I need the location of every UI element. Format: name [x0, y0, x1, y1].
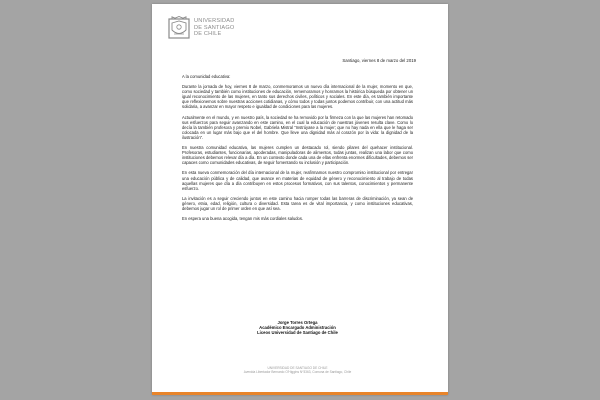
letter-body [182, 74, 413, 226]
university-name [194, 18, 234, 37]
letter-paragraph: Durante la jornada de hoy, viernes 8 de marzo, conmemoramos un nuevo día internacional de la mujer, momento en que, como sociedad y también como instituciones de educación, rememoramos y honramos la histórica búsqueda por obtener un igual reconocimiento de las mujeres, en tanto sus derechos civiles, políticos y sociales. En este día, es también importante que reflexionemos sobre nuestras acciones cotidianas, y cómo todos y todas juntos podemos contribuir, con una actitud más solidaria, a avanzar en mayor respeto e igualdad de condiciones para las mujeres. [182, 84, 413, 110]
logo-line-2: DE SANTIAGO [194, 24, 235, 31]
logo-line-3: DE CHILE [194, 31, 222, 38]
signature-title: Académico Encargado Administración [259, 325, 336, 331]
university-crest-icon [168, 16, 190, 40]
letter-paragraph: La invitación es a seguir creciendo juntos en este camino hacia romper todas las barreras de discriminación, ya sean de género, etnia, edad, religión, cultura o diversidad. Esta tarea es de vital importancia, y como instituciones educativas, debemos jugar un rol de primer orden en que así sea. [182, 195, 413, 211]
letter-paragraph: Actualmente en el mundo, y en nuestro país, la sociedad se ha removido por la firmeza con la que las mujeres han retomado sus esfuerzos para seguir avanzando en este camino, en el cual la educación de nuestras jóvenes resulta clave. Como lo decía la también profesora y premio Nobel, Gabriela Mistral “Instrúyase a la mujer; que no hay nada en ella que le haga ser colocada en un lugar más bajo que el del hombre. Que lleve una dignidad más al corazón por la vida: la dignidad de la ilustración”. [182, 114, 413, 140]
letter-page [152, 4, 448, 395]
letter-date: Santiago, viernes 8 de marzo del 2019 [342, 58, 416, 63]
letter-footer [182, 366, 413, 374]
letter-paragraph: En espera una buena acogida, tengan mis más cordiales saludos. [182, 216, 304, 222]
signature-name: Jorge Torres Ortega [277, 320, 318, 325]
university-logo [168, 16, 234, 40]
letter-paragraph: En esta nueva conmemoración del día internacional de la mujer, reafirmamos nuestro compromiso institucional por entregar una educación pública y de calidad, que avance en materias de equidad de género y reconocimiento al trabajo de todas aquellas mujeres que día a día contribuyen en estos procesos formativos, con sus talentos, conocimientos y permanente esfuerzo. [182, 170, 413, 191]
footer-line-2: Avenida Libertador Bernardo O'Higgins Nº3363, Comuna de Santiago, Chile [243, 370, 352, 375]
letter-paragraph: En nuestra comunidad educativa, las mujeres cumplen un destacado rol, siendo pilares del quehacer institucional. Profesoras, estudiantes, funcionarias, apoderadas, manipuladoras de alimentos, todas juntas, realizan una labor que como instituciones debemos relevar día a día. En un contexto donde cada una de ellas enfrenta enormes dificultades, debemos ser capaces como comunidades educativas, de seguir fomentando su inclusión y participación. [182, 145, 413, 166]
letter-greeting: A la comunidad educativa: [182, 74, 231, 79]
signature-org: Liceos Universidad de Santiago de Chile [257, 330, 338, 336]
footer-line-1: UNIVERSIDAD DE SANTIAGO DE CHILE [267, 366, 328, 370]
logo-line-1: UNIVERSIDAD [194, 18, 235, 25]
signature-block [182, 320, 413, 336]
